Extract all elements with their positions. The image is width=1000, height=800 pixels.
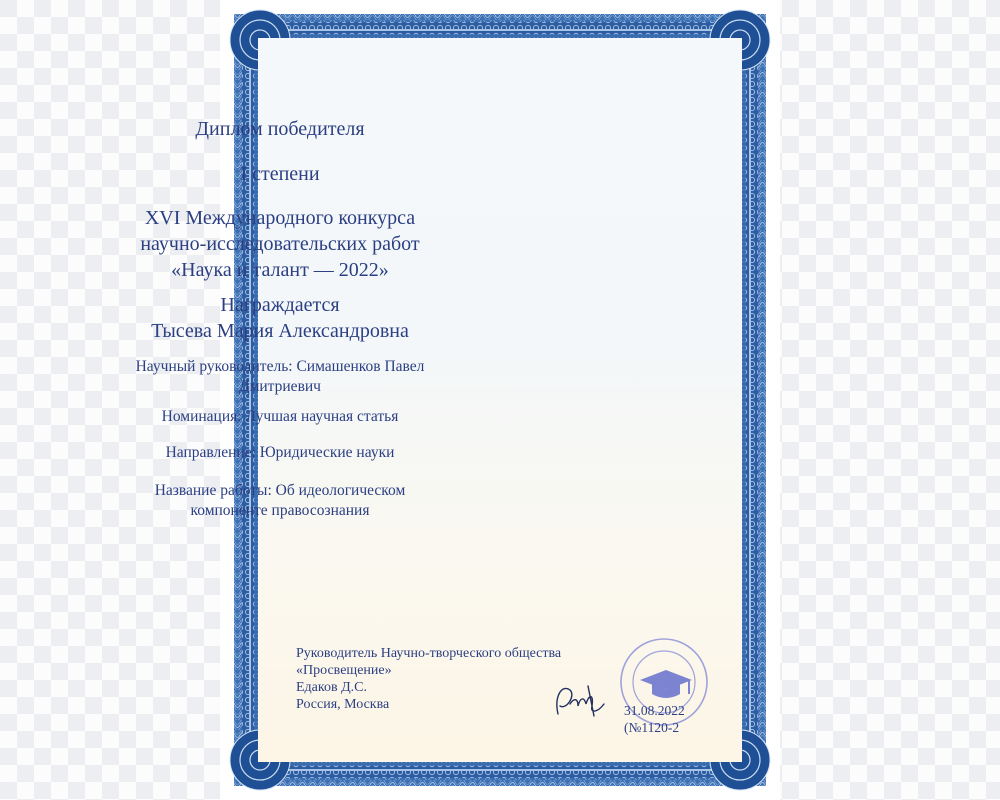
direction: Направление: Юридические науки (165, 444, 395, 461)
contest-line-3: «Наука и талант — 2022» (171, 259, 389, 281)
signatory-line-3: Едаков Д.С. (296, 680, 367, 695)
signatory-block (296, 645, 561, 713)
work-line-2: компоненте правосознания (190, 502, 370, 519)
work-line-1: Название работы: Об идеологическом (154, 482, 406, 499)
contest-line-1: XVI Международного конкурса (144, 207, 416, 229)
awardee-name: Тысева Мария Александровна (151, 320, 409, 342)
supervisor-line-1: Научный руководитель: Симашенков Павел (135, 358, 425, 375)
supervisor-line-2: Дмитриевич (239, 378, 321, 395)
signatory-line-4: Россия, Москва (296, 697, 390, 712)
signatory-line-1: Руководитель Научно-творческого общества (296, 646, 562, 661)
diploma-degree: I степени (240, 163, 320, 185)
issue-date: 31.08.2022 (624, 703, 685, 718)
diploma-number: (№1120-2 (624, 720, 680, 735)
nomination: Номинация: Лучшая научная статья (161, 408, 399, 425)
contest-line-2: научно-исследовательских работ (140, 233, 420, 255)
signatory-line-2: «Просвещение» (296, 663, 392, 678)
awarded-block (0, 292, 560, 344)
date-block (624, 702, 685, 736)
awarded-label: Награждается (220, 294, 340, 316)
signature (548, 676, 610, 722)
contest-name (0, 205, 560, 283)
graduation-cap-icon (640, 670, 692, 698)
work-title (0, 481, 560, 521)
diploma-title: Диплом победителя (195, 118, 365, 140)
supervisor (0, 357, 560, 397)
